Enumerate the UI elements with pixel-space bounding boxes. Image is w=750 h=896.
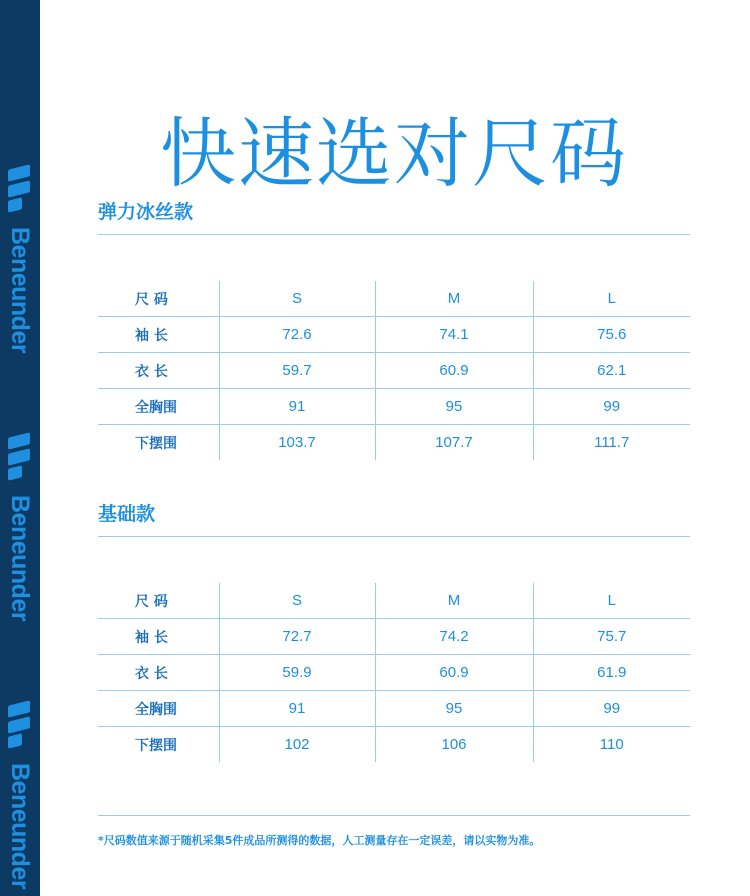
row-label: 下摆围: [98, 425, 219, 461]
table-cell: 75.7: [533, 619, 690, 655]
table-cell: 61.9: [533, 655, 690, 691]
brand-stripe: [0, 0, 40, 896]
row-label: 衣 长: [98, 655, 219, 691]
section-divider: [98, 536, 690, 537]
table-row: [98, 425, 690, 461]
section-title: 弹力冰丝款: [98, 201, 194, 223]
table-row: [98, 691, 690, 727]
table-cell: 91: [219, 691, 375, 727]
table-cell: 110: [533, 727, 690, 763]
brand-unit: [0, 165, 40, 433]
header-cell: M: [375, 583, 533, 619]
brand-unit: [0, 701, 40, 896]
row-label: 袖 长: [98, 619, 219, 655]
brand-logo-icon: [8, 165, 32, 215]
row-label: 衣 长: [98, 353, 219, 389]
table-cell: 60.9: [375, 353, 533, 389]
table-cell: 95: [375, 389, 533, 425]
header-cell: L: [533, 583, 690, 619]
header-cell: M: [375, 281, 533, 317]
table-cell: 59.7: [219, 353, 375, 389]
table-cell: 62.1: [533, 353, 690, 389]
table-cell: 99: [533, 691, 690, 727]
table-row: [98, 317, 690, 353]
header-cell: 尺 码: [135, 593, 168, 610]
row-label: 全胸围: [98, 389, 219, 425]
table-cell: 106: [375, 727, 533, 763]
footer-divider: [98, 815, 690, 816]
table-row: [98, 727, 690, 763]
table-cell: 60.9: [375, 655, 533, 691]
table-cell: 103.7: [219, 425, 375, 461]
header-cell: 尺 码: [135, 291, 168, 308]
table-cell: 59.9: [219, 655, 375, 691]
table-cell: 74.1: [375, 317, 533, 353]
table-row: [98, 389, 690, 425]
table-cell: 107.7: [375, 425, 533, 461]
table-cell: 111.7: [533, 425, 690, 461]
header-cell: L: [533, 281, 690, 317]
table-cell: 102: [219, 727, 375, 763]
brand-wordmark: Beneunder: [6, 763, 34, 890]
table-cell: 74.2: [375, 619, 533, 655]
table-header-row: [98, 583, 690, 619]
brand-unit: [0, 0, 40, 56]
brand-logo-icon: [8, 433, 32, 483]
table-row: [98, 655, 690, 691]
section-divider: [98, 234, 690, 235]
table-row: [98, 619, 690, 655]
table-cell: 95: [375, 691, 533, 727]
table-cell: 72.7: [219, 619, 375, 655]
row-label: 下摆围: [98, 727, 219, 763]
footnote: *尺码数值来源于随机采集5件成品所测得的数据，人工测量存在一定误差，请以实物为准。: [98, 834, 541, 847]
size-table: [98, 281, 690, 460]
table-cell: 99: [533, 389, 690, 425]
table-cell: 91: [219, 389, 375, 425]
brand-wordmark: Beneunder: [6, 227, 34, 354]
table-header-row: [98, 281, 690, 317]
header-cell: S: [219, 583, 375, 619]
section-title: 基础款: [98, 503, 156, 525]
brand-wordmark: Beneunder: [6, 495, 34, 622]
header-cell: S: [219, 281, 375, 317]
brand-logo-icon: [8, 701, 32, 751]
table-cell: 75.6: [533, 317, 690, 353]
table-row: [98, 353, 690, 389]
row-label: 全胸围: [98, 691, 219, 727]
row-label: 袖 长: [98, 317, 219, 353]
page-title: 快速选对尺码: [160, 108, 628, 198]
brand-unit: [0, 433, 40, 701]
size-table: [98, 583, 690, 762]
table-cell: 72.6: [219, 317, 375, 353]
